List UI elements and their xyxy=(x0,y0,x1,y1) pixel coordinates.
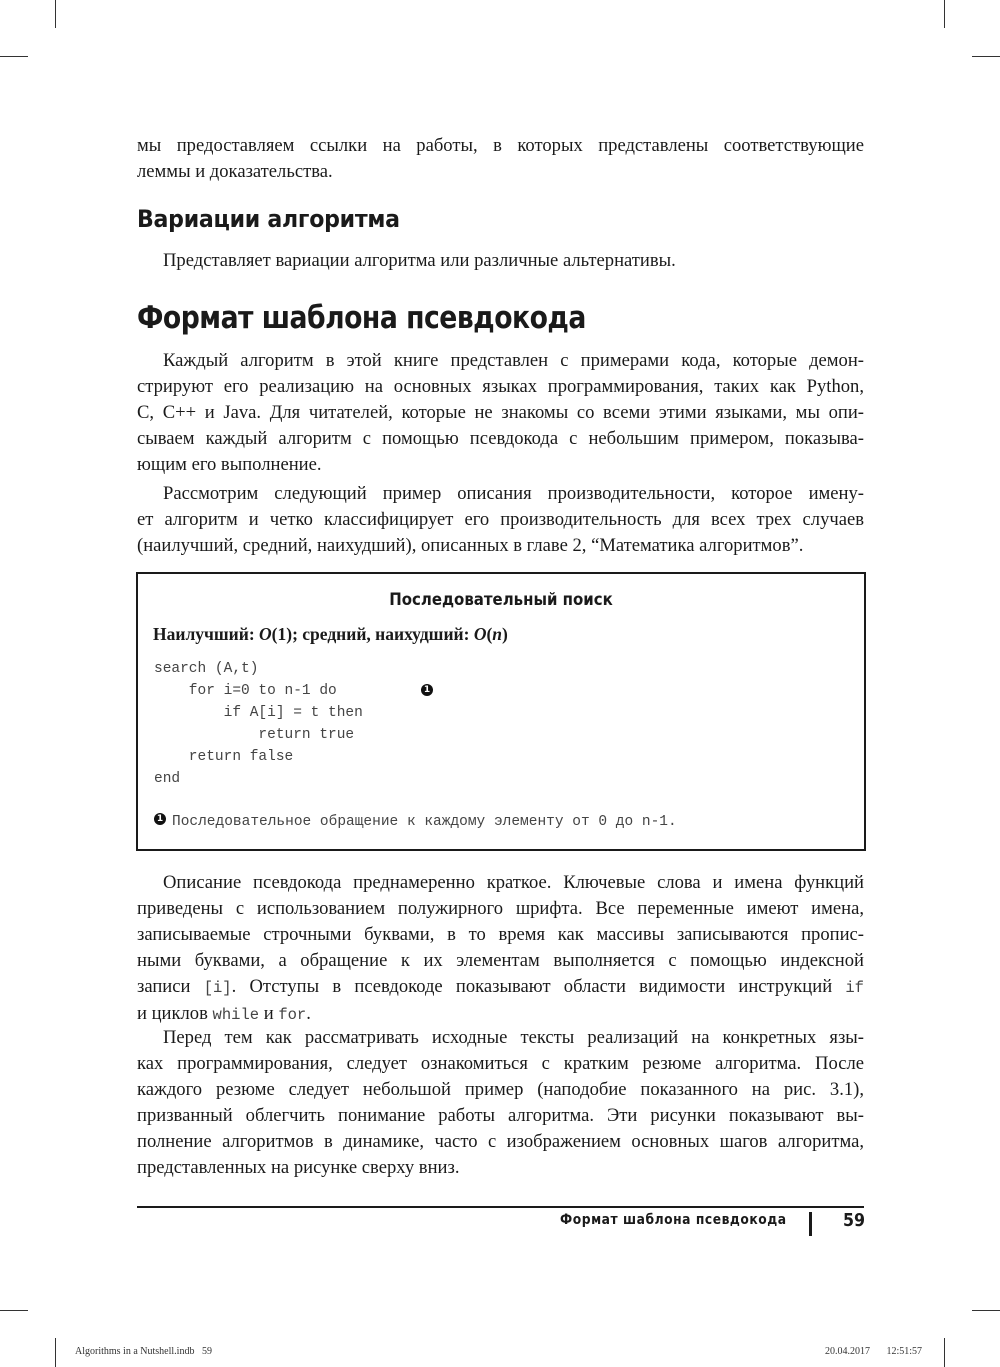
complexity-best-label: Наилучший: xyxy=(153,624,260,644)
text-line: ющим его выполнение. xyxy=(137,454,322,475)
text-span: и циклов xyxy=(137,1003,213,1024)
paren: ) xyxy=(502,624,508,644)
text-line: Рассмотрим следующий пример описания производительности, которое имену- xyxy=(163,483,864,504)
crop-mark xyxy=(944,1338,945,1367)
text-line: стрируют его реализацию на основных языках программирования, таких как Python, xyxy=(137,376,864,397)
text-line: Представляет вариации алгоритма или различные альтернативы. xyxy=(163,250,676,271)
complexity-line xyxy=(153,624,508,645)
callout-marker-icon: 1 xyxy=(421,684,433,696)
crop-mark xyxy=(972,56,1000,57)
text-line: Описание псевдокода преднамеренно краткое. Ключевые слова и имена функций xyxy=(163,872,864,893)
text-line: приведены с использованием полужирного шрифта. Все переменные имеют имена, xyxy=(137,898,864,919)
crop-mark xyxy=(972,1310,1000,1311)
section-heading-variations: Вариации алгоритма xyxy=(137,205,400,233)
page-number: 59 xyxy=(843,1210,866,1231)
crop-mark xyxy=(55,0,56,28)
code-line: return true xyxy=(154,727,355,743)
big-o: O xyxy=(259,624,272,644)
complexity-rest-label: ; средний, наихудший: xyxy=(292,624,474,644)
format-paragraph-1 xyxy=(137,348,864,478)
crop-mark xyxy=(0,56,28,57)
text-line: сываем каждый алгоритм с помощью псевдокода с небольшим примером, показыва- xyxy=(137,428,864,449)
text-line: ках программирования, следует ознакомиться с кратким резюме алгоритма. После xyxy=(137,1053,864,1074)
summary-paragraph xyxy=(137,1025,864,1181)
inline-code: for xyxy=(278,1006,307,1024)
pseudocode-description-paragraph xyxy=(137,870,864,1028)
text-span: . xyxy=(306,1003,311,1024)
inline-code: while xyxy=(212,1006,260,1024)
variations-paragraph xyxy=(137,248,864,274)
text-line: представленных на рисунке сверху вниз. xyxy=(137,1157,460,1178)
text-line: полнение алгоритмов в динамике, часто с изображением основных шагов алгоритма, xyxy=(137,1131,864,1152)
text-line xyxy=(137,1001,864,1028)
text-line xyxy=(137,974,864,1001)
inline-code: if xyxy=(845,979,864,997)
footer-rule xyxy=(137,1206,864,1208)
text-line: леммы и доказательства. xyxy=(137,161,333,182)
pseudocode-listing xyxy=(154,658,363,790)
text-line: Перед тем как рассматривать исходные тексты реализаций на конкретных язы- xyxy=(163,1027,864,1048)
complexity-best-arg: (1) xyxy=(271,624,293,644)
text-line: призванный облегчить понимание работы алгоритма. Эти рисунки показывают вы- xyxy=(137,1105,864,1126)
code-line: end xyxy=(154,771,181,787)
callout-note xyxy=(154,814,677,830)
big-o: O xyxy=(473,624,487,644)
pseudocode-box xyxy=(136,572,866,851)
text-line: ет алгоритм и четко классифицирует его производительность для всех трех случаев xyxy=(137,509,864,530)
section-heading-pseudocode-format: Формат шаблона псевдокода xyxy=(137,300,586,336)
text-span: записи xyxy=(137,976,204,997)
complexity-var-n: n xyxy=(492,624,503,644)
text-line: (наилучший, средний, наихудший), описанных в главе 2, “Математика алгоритмов”. xyxy=(137,535,804,556)
code-line: search (A,t) xyxy=(154,661,259,677)
crop-mark xyxy=(944,0,945,28)
callout-marker-icon: 1 xyxy=(154,813,166,825)
text-line: мы предоставляем ссылки на работы, в которых представлены соответствующие xyxy=(137,135,864,156)
text-line: C, C++ и Java. Для читателей, которые не знакомы со всеми этими языками, мы опи- xyxy=(137,402,864,423)
format-paragraph-2 xyxy=(137,481,864,559)
text-line: записываемые строчными буквами, в то время как массивы записываются пропис- xyxy=(137,924,864,945)
running-footer-title: Формат шаблона псевдокода xyxy=(560,1212,787,1228)
intro-paragraph xyxy=(137,133,864,185)
paren: ( xyxy=(486,624,493,644)
footer-separator xyxy=(809,1212,812,1236)
algorithm-title: Последовательный поиск xyxy=(389,590,613,610)
text-span: и xyxy=(259,1003,279,1024)
code-line: for i=0 to n-1 do xyxy=(154,683,337,699)
print-slug-datetime: 20.04.2017 12:51:57 xyxy=(825,1346,923,1357)
inline-code: [i] xyxy=(203,979,232,997)
code-line: return false xyxy=(154,749,294,765)
callout-note-text: Последовательное обращение к каждому элементу от 0 до n-1. xyxy=(172,814,677,830)
text-line: Каждый алгоритм в этой книге представлен с примерами кода, которые демон- xyxy=(163,350,864,371)
print-slug-file: Algorithms in a Nutshell.indb 59 xyxy=(75,1346,212,1357)
code-line: if A[i] = t then xyxy=(154,705,363,721)
crop-mark xyxy=(0,1310,28,1311)
text-span: . Отступы в псевдокоде показывают области видимости инструкций xyxy=(231,976,846,997)
crop-mark xyxy=(55,1338,56,1367)
text-line: ными буквами, а обращение к их элементам выполняется с помощью индексной xyxy=(137,950,864,971)
text-line: каждого резюме следует небольшой пример (наподобие показанного на рис. 3.1), xyxy=(137,1079,864,1100)
